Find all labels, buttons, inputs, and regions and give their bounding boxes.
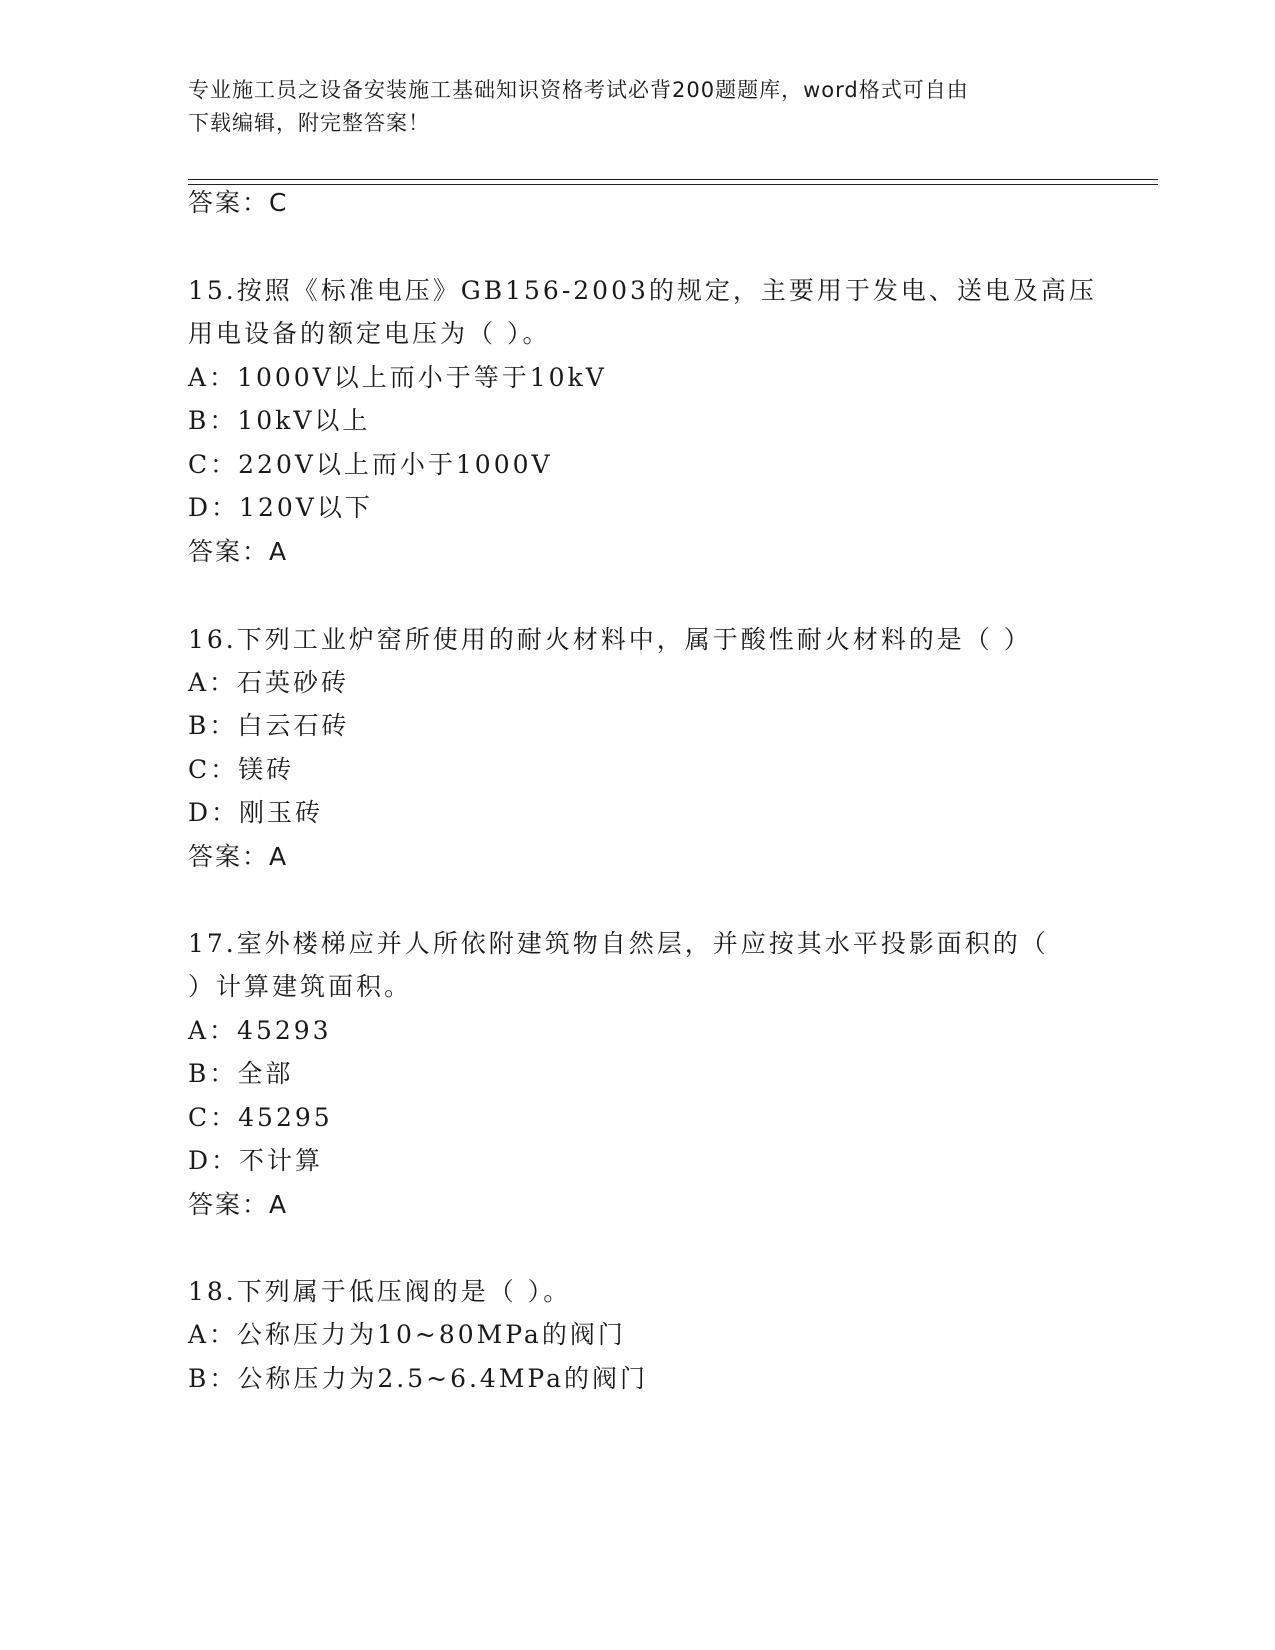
question-15-stem-line-1: 15.按照《标准电压》GB156-2003的规定，主要用于发电、送电及高压 (188, 276, 1097, 305)
question-17-option-b: B：全部 (188, 1059, 294, 1088)
header-line-1: 专业施工员之设备安装施工基础知识资格考试必背200题题库，word格式可自由 (188, 78, 969, 102)
header-divider-top (188, 179, 1158, 180)
question-18-option-b: B：公称压力为2.5~6.4MPa的阀门 (188, 1364, 649, 1393)
previous-answer: 答案：C (188, 188, 289, 217)
question-18-stem-line-1: 18.下列属于低压阀的是（ ）。 (188, 1277, 572, 1306)
question-15-option-a: A：1000V以上而小于等于10kV (188, 363, 607, 392)
question-15-option-b: B：10kV以上 (188, 406, 371, 435)
question-15-stem-line-2: 用电设备的额定电压为（ ）。 (188, 319, 551, 348)
question-16-stem-line-1: 16.下列工业炉窑所使用的耐火材料中，属于酸性耐火材料的是（ ） (188, 625, 1032, 654)
question-17-option-c: C：45295 (188, 1103, 333, 1132)
question-15-option-c: C：220V以上而小于1000V (188, 450, 553, 479)
header-line-2: 下载编辑，附完整答案！ (188, 111, 430, 135)
question-17-option-d: D：不计算 (188, 1146, 324, 1175)
header-divider-bottom (188, 184, 1158, 185)
question-16-option-d: D：刚玉砖 (188, 798, 324, 827)
question-17-option-a: A：45293 (188, 1016, 332, 1045)
question-17-stem-line-1: 17.室外楼梯应并人所依附建筑物自然层，并应按其水平投影面积的（ (188, 929, 1049, 958)
question-17-stem-line-2: ）计算建筑面积。 (188, 972, 413, 1001)
question-15-option-d: D：120V以下 (188, 493, 373, 522)
question-16-option-a: A：石英砂砖 (188, 668, 350, 697)
document-header (188, 74, 1088, 140)
question-16-option-b: B：白云石砖 (188, 711, 350, 740)
question-18-option-a: A：公称压力为10~80MPa的阀门 (188, 1320, 626, 1349)
question-16-option-c: C：镁砖 (188, 755, 295, 784)
question-17-answer: 答案：A (188, 1190, 289, 1219)
question-16-answer: 答案：A (188, 842, 289, 871)
question-15-answer: 答案：A (188, 537, 289, 566)
